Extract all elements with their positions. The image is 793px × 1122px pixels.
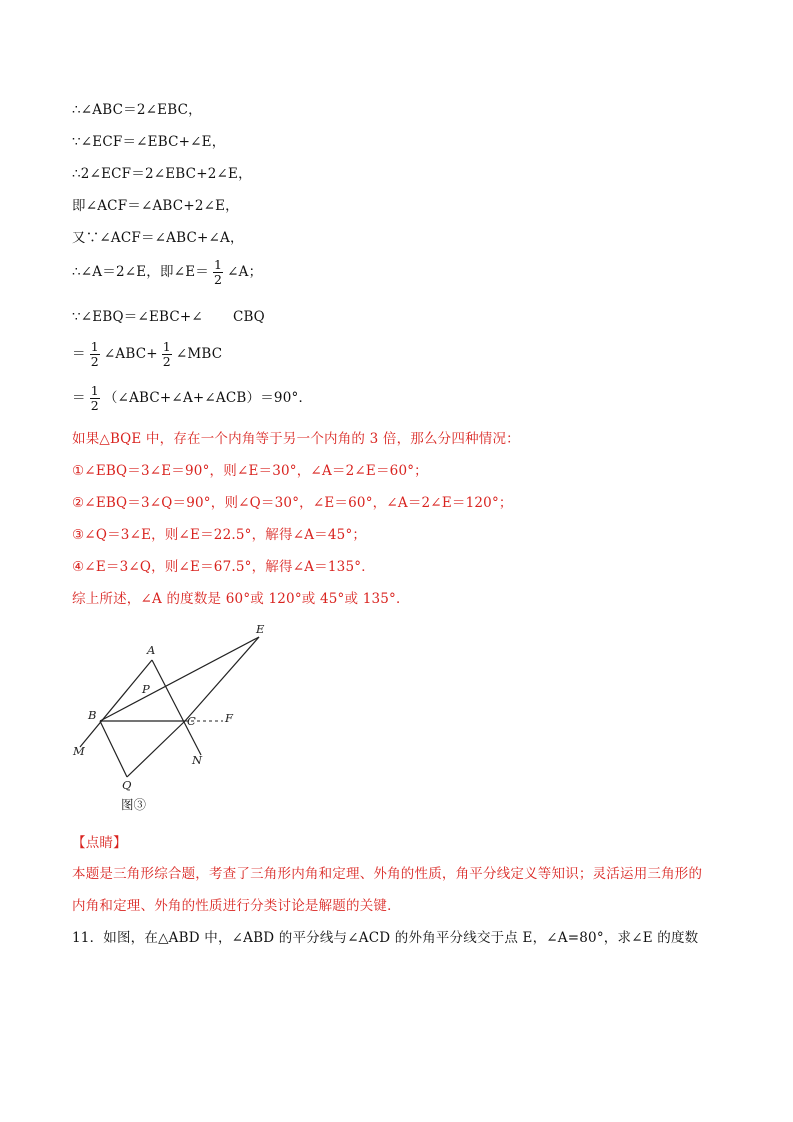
label-N: N (192, 753, 203, 767)
label-P: P (142, 682, 150, 696)
case-1: ①∠EBQ＝3∠E＝90°，则∠E＝30°，∠A＝2∠E＝60°； (72, 463, 428, 479)
label-M: M (73, 744, 85, 758)
geometry-figure (0, 615, 320, 820)
step-line-7: ∵∠EBQ＝∠EBC+∠ CBQ (72, 309, 265, 325)
case-2: ②∠EBQ＝3∠Q＝90°，则∠Q＝30°，∠E＝60°，∠A＝2∠E＝120°； (72, 495, 513, 511)
step-line-3: ∴2∠ECF＝2∠EBC+2∠E， (72, 166, 252, 182)
step-line-1: ∴∠ABC＝2∠EBC， (72, 102, 202, 118)
label-E: E (256, 622, 265, 636)
step-line-6-post: ∠A； (227, 264, 263, 280)
label-Q: Q (122, 778, 132, 792)
step-line-5: 又∵∠ACF＝∠ABC+∠A， (72, 230, 244, 246)
case-conclusion: 综上所述，∠A 的度数是 60°或 120°或 45°或 135°． (72, 591, 410, 607)
label-B: B (88, 708, 97, 722)
step-line-4: 即∠ACF＝∠ABC+2∠E， (72, 198, 239, 214)
fraction-half: $\frac{1}{2}$ (90, 339, 99, 369)
comment-heading: 【点睛】 (72, 835, 127, 851)
fraction-half: $\frac{1}{2}$ (213, 257, 223, 287)
figure-caption: 图③ (121, 797, 147, 812)
comment-paragraph-2: 内角和定理、外角的性质进行分类讨论是解题的关键． (72, 898, 401, 914)
label-A: A (147, 643, 156, 657)
case-intro: 如果△BQE 中，存在一个内角等于另一个内角的 3 倍，那么分四种情况： (72, 431, 520, 447)
label-C: C (187, 714, 196, 728)
case-4: ④∠E＝3∠Q，则∠E＝67.5°，解得∠A＝135°． (72, 559, 375, 575)
label-F: F (225, 711, 233, 725)
step-line-8: ＝ $\frac{1}{2}$ ∠ABC+ $\frac{1}{2}$ ∠MBC (72, 339, 223, 369)
comment-paragraph-1: 本题是三角形综合题，考查了三角形内角和定理、外角的性质，角平分线定义等知识；灵活运用三角形的 (72, 866, 703, 882)
step-line-2: ∵∠ECF＝∠EBC+∠E， (72, 134, 226, 150)
case-3: ③∠Q＝3∠E，则∠E＝22.5°，解得∠A＝45°； (72, 527, 367, 543)
step-line-6 (72, 258, 262, 287)
fraction-half: $\frac{1}{2}$ (90, 383, 99, 413)
fraction-half: $\frac{1}{2}$ (162, 339, 171, 369)
step-line-9: ＝ $\frac{1}{2}$ （∠ABC+∠A+∠ACB）＝90°． (72, 383, 313, 413)
problem-11: 11．如图，在△ABD 中，∠ABD 的平分线与∠ACD 的外角平分线交于点 E，∠A=80°，求∠E 的度数 (72, 930, 699, 946)
step-line-6-pre: ∴∠A＝2∠E，即∠E＝ (72, 264, 209, 280)
